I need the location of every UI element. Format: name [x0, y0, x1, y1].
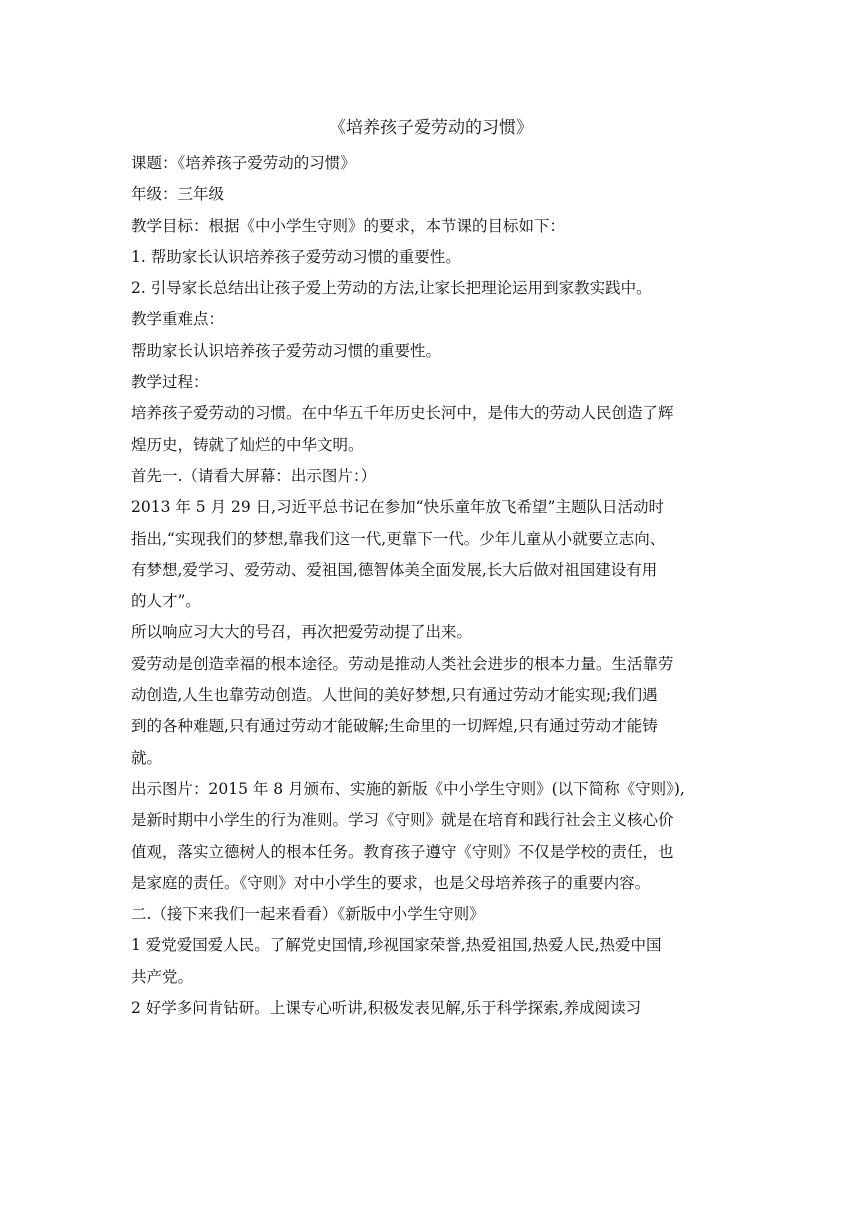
- paragraph-line: 2013 年 5 月 29 日,习近平总书记在参加“快乐童年放飞希望”主题队日活动时: [131, 498, 664, 517]
- paragraph-line: 是家庭的责任。《守则》对中小学生的要求，也是父母培养孩子的重要内容。: [131, 873, 651, 892]
- document-text: [131, 148, 731, 1024]
- grade-line: 年级：三年级: [131, 185, 225, 204]
- paragraph-line: 动创造,人生也靠劳动创造。人世间的美好梦想,只有通过劳动才能实现;我们遇: [131, 686, 658, 705]
- goal-item-2: 2. 引导家长总结出让孩子爱上劳动的方法,让家长把理论运用到家教实践中。: [131, 279, 652, 298]
- paragraph-line: 培养孩子爱劳动的习惯。在中华五千年历史长河中，是伟大的劳动人民创造了辉: [131, 404, 674, 423]
- paragraph-line: 所以响应习大大的号召，再次把爱劳动提了出来。: [131, 623, 473, 642]
- paragraph-line: 2 好学多问肯钻研。上课专心听讲,积极发表见解,乐于科学探索,养成阅读习: [131, 999, 642, 1018]
- paragraph-line: 有梦想,爱学习、爱劳动、爱祖国,德智体美全面发展,长大后做对祖国建设有用: [131, 560, 658, 579]
- section-heading: 二.（接下来我们一起来看看）《新版中小学生守则》: [131, 905, 485, 924]
- paragraph-line: 是新时期中小学生的行为准则。学习《守则》就是在培育和践行社会主义核心价: [131, 811, 674, 830]
- teaching-goal-line: 教学目标：根据《中小学生守则》的要求，本节课的目标如下：: [131, 216, 566, 235]
- paragraph-line: 的人才”。: [131, 592, 201, 611]
- paragraph-line: 就。: [131, 748, 163, 767]
- paragraph-line: 1 爱党爱国爱人民。了解党史国情,珍视国家荣誉,热爱祖国,热爱人民,热爱中国: [131, 936, 662, 955]
- paragraph-line: 到的各种难题,只有通过劳动才能破解;生命里的一切辉煌,只有通过劳动才能铸: [131, 717, 658, 736]
- paragraph-line: 共产党。: [131, 967, 194, 986]
- goal-item-1: 1. 帮助家长认识培养孩子爱劳动习惯的重要性。: [131, 247, 461, 266]
- paragraph-line: 爱劳动是创造幸福的根本途径。劳动是推动人类社会进步的根本力量。生活靠劳: [131, 654, 674, 673]
- process-heading: 教学过程：: [131, 373, 209, 392]
- key-points-heading: 教学重难点：: [131, 310, 225, 329]
- document-body: [131, 112, 731, 1024]
- lesson-topic-line: 课题：《培养孩子爱劳动的习惯》: [131, 154, 356, 172]
- paragraph-line: 首先一.（请看大屏幕：出示图片：）: [131, 466, 377, 485]
- document-title: 《培养孩子爱劳动的习惯》: [329, 118, 533, 138]
- key-points-text: 帮助家长认识培养孩子爱劳动习惯的重要性。: [131, 341, 442, 360]
- paragraph-line: 值观，落实立德树人的根本任务。教育孩子遵守《守则》不仅是学校的责任，也: [131, 842, 674, 861]
- paragraph-line: 煌历史，铸就了灿烂的中华文明。: [131, 435, 364, 454]
- paragraph-line: 出示图片：2015 年 8 月颁布、实施的新版《中小学生守则》(以下简称《守则》),: [131, 779, 685, 798]
- paragraph-line: 指出,“实现我们的梦想,靠我们这一代,更靠下一代。少年儿童从小就要立志向、: [131, 529, 666, 548]
